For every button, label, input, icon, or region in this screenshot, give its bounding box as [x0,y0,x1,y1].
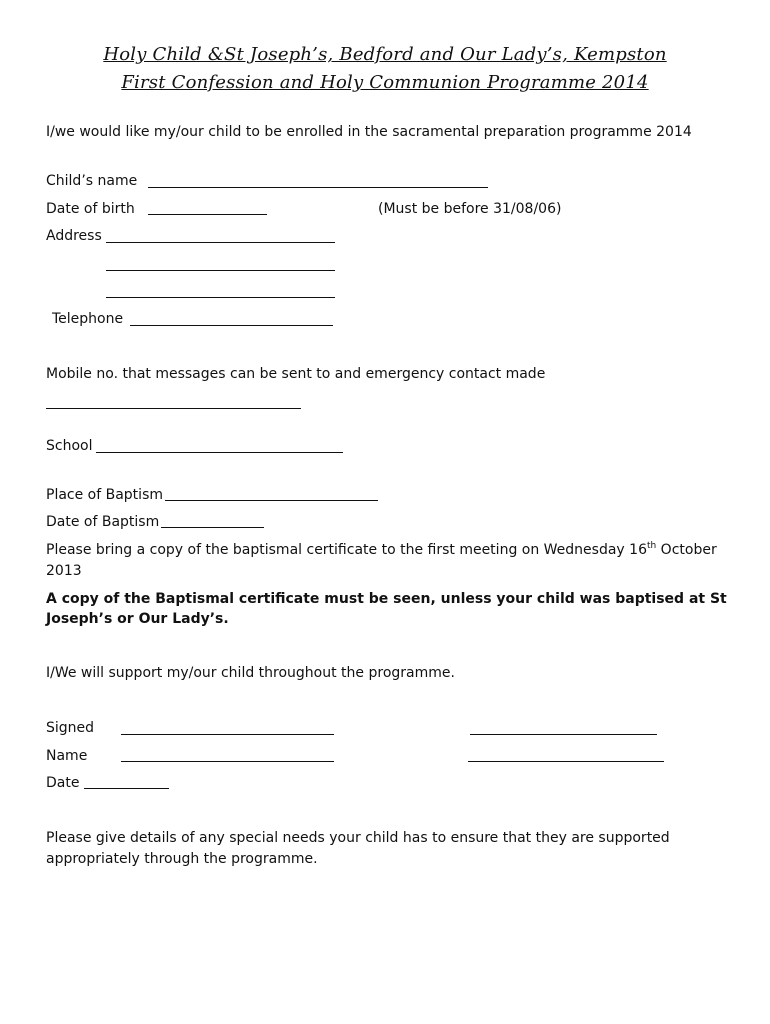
dob-label: Date of birth [46,201,135,217]
telephone-label: Telephone [52,311,124,327]
dob-note: (Must be before 31/08/06) [378,201,562,217]
date-label: Date [46,775,80,791]
date-of-baptism-label: Date of Baptism [46,514,160,530]
name-label: Name [46,748,88,764]
form-title-line-1: Holy Child &St Joseph’s, Bedford and Our Lady’s, Kempston [103,44,667,65]
special-needs-line-2: appropriately through the programme. [46,851,318,867]
certificate-note-text: Please bring a copy of the baptismal certificate to the first meeting on Wednesday 16 [46,542,647,558]
form-title-line-2: First Confession and Holy Communion Programme 2014 [121,72,649,93]
telephone-field[interactable] [130,325,333,326]
certificate-note-year: 2013 [46,563,82,579]
address-label: Address [46,228,102,244]
dob-field[interactable] [148,214,267,215]
school-label: School [46,438,93,454]
certificate-note [46,541,717,559]
school-field[interactable] [96,452,343,453]
childs-name-label: Child’s name [46,173,138,189]
signature-field-2[interactable] [470,734,657,735]
childs-name-field[interactable] [148,187,488,188]
name-field-1[interactable] [121,761,334,762]
address-field-line-2[interactable] [106,270,335,271]
mobile-field[interactable] [46,408,301,409]
certificate-note-ordinal: th [646,541,657,551]
certificate-requirement-line-1: A copy of the Baptismal certificate must be seen, unless your child was baptised at St [46,591,727,607]
certificate-note-month: October [656,542,717,558]
special-needs-line-1: Please give details of any special needs your child has to ensure that they are supported [46,830,670,846]
mobile-label: Mobile no. that messages can be sent to and emergency contact made [46,366,546,382]
place-of-baptism-field[interactable] [165,500,378,501]
certificate-requirement-line-2: Joseph’s or Our Lady’s. [46,611,229,627]
enrolment-intro: I/we would like my/our child to be enrolled in the sacramental preparation programme 2014 [46,124,692,140]
address-field-line-1[interactable] [106,242,335,243]
support-statement: I/We will support my/our child throughout the programme. [46,665,455,681]
date-field[interactable] [84,788,169,789]
name-field-2[interactable] [468,761,664,762]
address-field-line-3[interactable] [106,297,335,298]
signature-field-1[interactable] [121,734,334,735]
place-of-baptism-label: Place of Baptism [46,487,163,503]
signed-label: Signed [46,720,95,736]
date-of-baptism-field[interactable] [161,527,264,528]
